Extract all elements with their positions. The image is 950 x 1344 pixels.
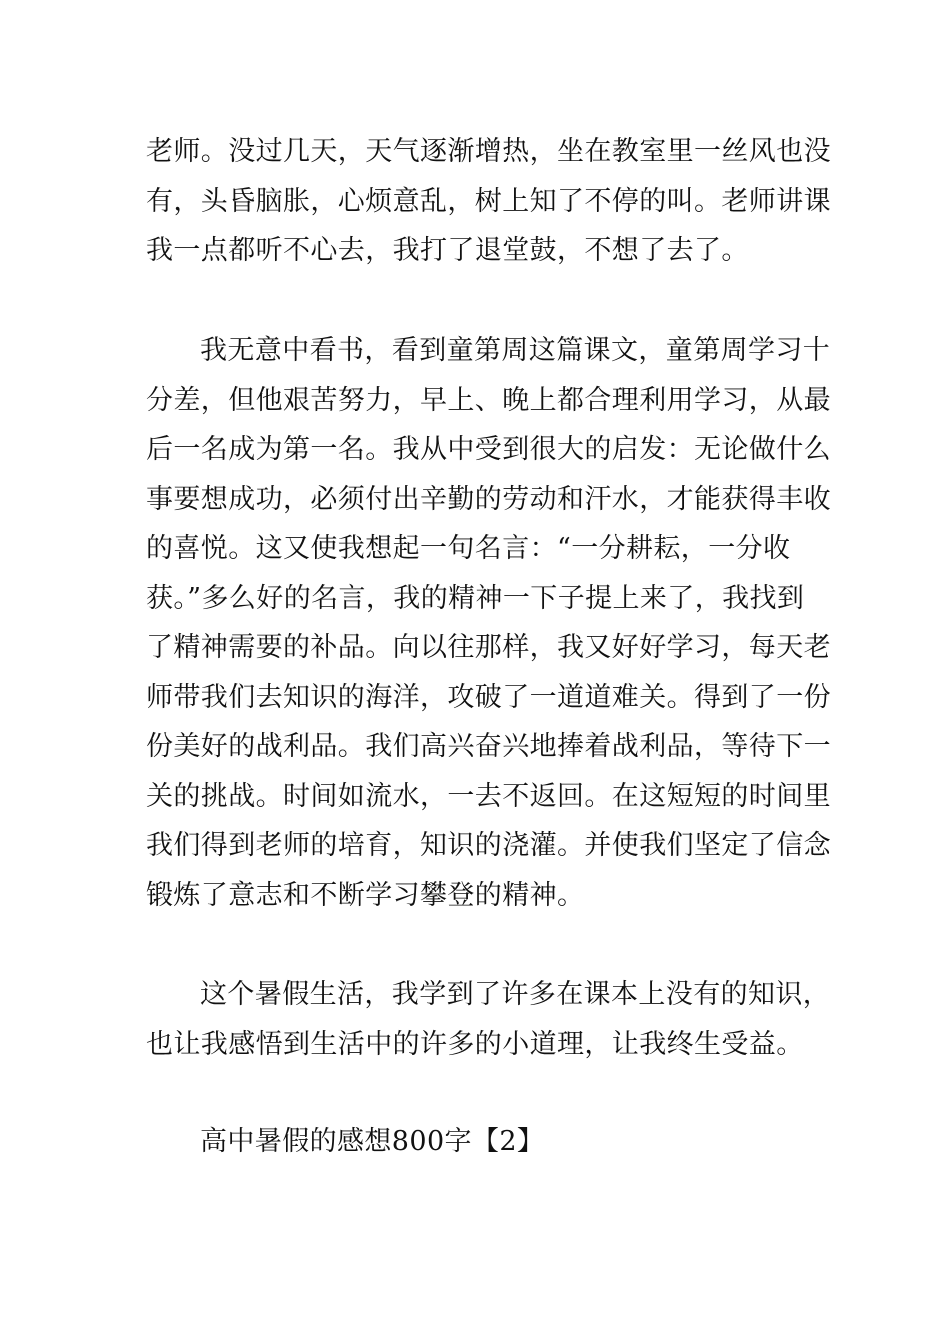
text-line: 我无意中看书，看到童第周这篇课文，童第周学习十 [200, 335, 831, 366]
text-line: 获。”多么好的名言，我的精神一下子提上来了，我找到 [146, 582, 805, 614]
text-line: 的喜悦。这又使我想起一句名言：“一分耕耘，一分收 [146, 533, 791, 564]
paragraph-continuation [146, 127, 831, 276]
text-line: 老师。没过几天，天气逐渐增热，坐在教室里一丝风也没 [146, 136, 831, 167]
text-line: 也让我感悟到生活中的许多的小道理，让我终生受益。 [146, 1028, 804, 1060]
text-line: 锻炼了意志和不断学习攀登的精神。 [146, 879, 585, 911]
text-line: 我一点都听不心去，我打了退堂鼓，不想了去了。 [146, 235, 749, 266]
text-line: 师带我们去知识的海洋，攻破了一道道难关。得到了一份 [146, 681, 831, 713]
paragraph-summary [146, 970, 831, 1069]
heading-text: 高中暑假的感想800字【2】 [200, 1126, 545, 1157]
text-line: 分差，但他艰苦努力，早上、晚上都合理利用学习，从最 [146, 384, 831, 416]
text-line: 事要想成功，必须付出辛勤的劳动和汗水，才能获得丰收 [146, 483, 831, 515]
text-line: 份美好的战利品。我们高兴奋兴地捧着战利品，等待下一 [146, 731, 831, 762]
text-line: 有，头昏脑胀，心烦意乱，树上知了不停的叫。老师讲课 [146, 185, 831, 217]
text-line: 这个暑假生活，我学到了许多在课本上没有的知识， [200, 979, 831, 1010]
paragraph-tong-dizhou [146, 326, 831, 920]
text-line: 后一名成为第一名。我从中受到很大的启发：无论做什么 [146, 434, 831, 465]
section-heading [146, 1117, 816, 1167]
text-line: 关的挑战。时间如流水，一去不返回。在这短短的时间里 [146, 780, 831, 812]
text-line: 我们得到老师的培育，知识的浇灌。并使我们坚定了信念 [146, 830, 831, 861]
text-line: 了精神需要的补品。向以往那样，我又好好学习，每天老 [146, 632, 831, 663]
